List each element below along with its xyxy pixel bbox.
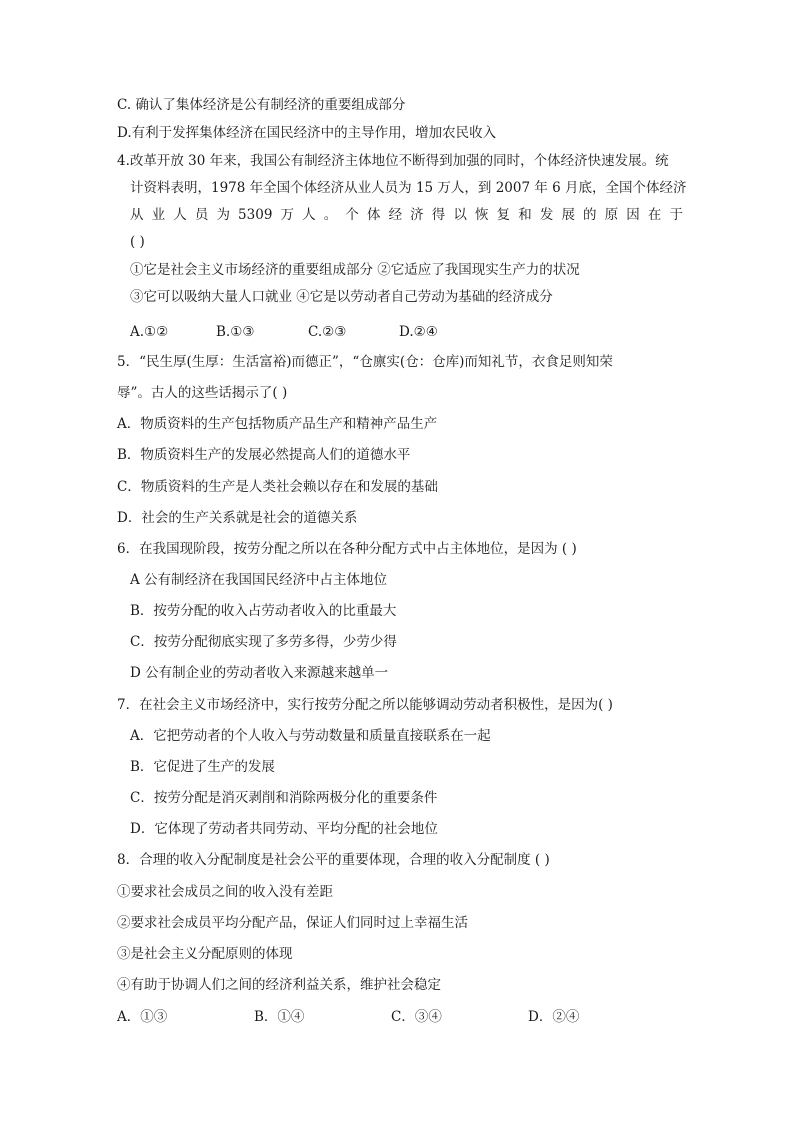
q8-options	[117, 1008, 579, 1026]
q5-option-c: C．物质资料的生产是人类社会赖以存在和发展的基础	[117, 479, 438, 495]
q4-line3-char: 人	[302, 207, 316, 223]
q4-question-line-1: 4.改革开放 30 年来，我国公有制经济主体地位不断得到加强的同时，个体经济快速发展。统	[117, 153, 669, 169]
q4-option-b: B.①③	[216, 324, 255, 340]
q5-option-b: B．物质资料生产的发展必然提高人们的道德水平	[117, 447, 411, 463]
q4-line3-char: 业	[151, 207, 166, 223]
q7-option-a: A．它把劳动者的个人收入与劳动数量和质量直接联系在一起	[130, 728, 491, 744]
q8-option-d: D．②④	[528, 1009, 580, 1025]
q4-line3-char: 万	[280, 207, 295, 223]
q4-line3-char: 。	[323, 207, 338, 223]
q3-option-d: D.有利于发挥集体经济在国民经济中的主导作用，增加农民收入	[117, 125, 497, 141]
q4-line3-char: 展	[561, 207, 575, 223]
q4-line3-char: 复	[496, 207, 511, 223]
q4-line3-char: 体	[366, 207, 381, 223]
q7-option-c: C．按劳分配是消灭剥削和消除两极分化的重要条件	[130, 790, 438, 806]
q4-line3-char: 从	[130, 207, 144, 223]
q4-line3-char: 员	[194, 207, 209, 223]
q4-line3-char: 在	[647, 207, 662, 223]
q8-option-c: C．③④	[391, 1009, 442, 1025]
q4-option-d: D.②④	[399, 324, 438, 340]
q7-option-b: B．它促进了生产的发展	[130, 759, 275, 775]
q4-line3-char: 的	[583, 207, 597, 223]
q4-line3-char: 因	[626, 207, 640, 223]
q5-option-a: A．物质资料的生产包括物质产品生产和精神产品生产	[117, 416, 438, 432]
q3-option-c: C. 确认了集体经济是公有制经济的重要组成部分	[117, 97, 406, 113]
q4-line3-char: 得	[431, 207, 446, 223]
q8-question: 8．合理的收入分配制度是社会公平的重要体现，合理的收入分配制度 ( )	[117, 852, 550, 868]
q4-option-c: C.②③	[308, 324, 347, 340]
q8-option-b: B．①④	[254, 1009, 305, 1025]
q4-line3-char: 济	[410, 207, 424, 223]
q4-line3-char: 以	[453, 207, 467, 223]
q6-option-d: D 公有制企业的劳动者收入来源越来越单一	[130, 665, 389, 681]
q8-statement-1: ①要求社会成员之间的收入没有差距	[117, 884, 333, 900]
q7-option-d: D．它体现了劳动者共同劳动、平均分配的社会地位	[130, 821, 438, 837]
q7-question: 7．在社会主义市场经济中，实行按劳分配之所以能够调动劳动者积极性，是因为( )	[117, 697, 613, 713]
q4-question-line-3	[130, 206, 683, 224]
q4-statements-3-4: ③它可以吸纳大量人口就业 ④它是以劳动者自己劳动为基础的经济成分	[130, 289, 553, 305]
q4-line3-char: 5309	[238, 207, 273, 223]
q8-option-a: A．①③	[117, 1009, 168, 1025]
q4-line3-char: 恢	[475, 207, 489, 223]
q4-option-a: A.①②	[130, 324, 169, 340]
q4-line3-char: 人	[173, 207, 187, 223]
q4-line3-char: 于	[669, 207, 683, 223]
q4-question-line-2: 计资料表明，1978 年全国个体经济从业人员为 15 万人，到 2007 年 6 月底，全国个体经济	[130, 180, 687, 196]
q4-line3-char: 为	[216, 207, 230, 223]
q8-statement-2: ②要求社会成员平均分配产品，保证人们同时过上幸福生活	[117, 915, 468, 931]
q8-statement-4: ④有助于协调人们之间的经济利益关系，维护社会稳定	[117, 977, 441, 993]
q4-answer-blank: ( )	[130, 234, 145, 250]
q4-statements-1-2: ①它是社会主义市场经济的重要组成部分 ②它适应了我国现实生产力的状况	[130, 262, 580, 278]
q8-statement-3: ③是社会主义分配原则的体现	[117, 946, 293, 962]
q5-question-line-1: 5．“民生厚(生厚：生活富裕)而德正”，“仓廪实(仓：仓库)而知礼节，衣食足则知荣	[117, 354, 613, 370]
q4-line3-char: 发	[539, 207, 554, 223]
q4-line3-char: 和	[518, 207, 532, 223]
q4-line3-char: 个	[345, 207, 359, 223]
q4-options	[130, 323, 438, 341]
q6-option-c: C．按劳分配彻底实现了多劳多得，少劳少得	[130, 634, 397, 650]
q6-option-b: B．按劳分配的收入占劳动者收入的比重最大	[130, 603, 397, 619]
q6-option-a: A 公有制经济在我国国民经济中占主体地位	[130, 572, 388, 588]
q5-option-d: D．社会的生产关系就是社会的道德关系	[117, 510, 358, 526]
q6-question: 6．在我国现阶段，按劳分配之所以在各种分配方式中占主体地位，是因为 ( )	[117, 541, 577, 557]
q5-question-line-2: 辱”。古人的这些话揭示了( )	[117, 385, 288, 401]
q4-line3-char: 经	[388, 207, 403, 223]
q4-line3-char: 原	[604, 207, 619, 223]
